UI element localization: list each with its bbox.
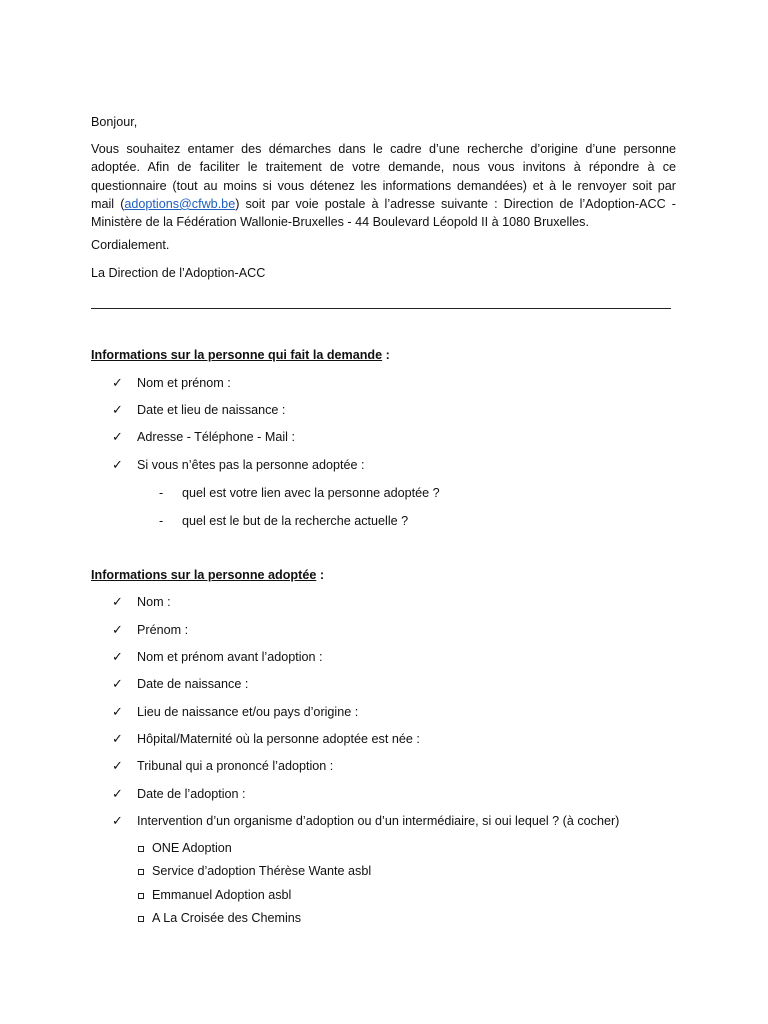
intro-line: Ministère de la Fédération Wallonie-Bruxelles - 44 Boulevard Léopold II à 1080 Bruxelles. bbox=[91, 215, 589, 230]
checkbox-option-croisee-des-chemins[interactable] bbox=[138, 916, 144, 922]
section-title-text: Informations sur la personne adoptée bbox=[91, 568, 317, 582]
checkmark-icon: ✓ bbox=[112, 786, 123, 801]
option-label: ONE Adoption bbox=[152, 841, 232, 855]
field-label: Hôpital/Maternité où la personne adoptée est née : bbox=[137, 732, 420, 746]
checkmark-icon: ✓ bbox=[112, 676, 123, 691]
field-label: Si vous n’êtes pas la personne adoptée : bbox=[137, 458, 365, 472]
section-title-suffix: : bbox=[382, 348, 390, 362]
checkmark-icon: ✓ bbox=[112, 622, 123, 637]
section-title-text: Informations sur la personne qui fait la demande bbox=[91, 348, 383, 362]
sub-question: quel est le but de la recherche actuelle ? bbox=[182, 514, 409, 528]
sub-question: quel est votre lien avec la personne adoptée ? bbox=[182, 486, 440, 500]
checkbox-option-one-adoption[interactable] bbox=[138, 846, 144, 852]
field-label: Date et lieu de naissance : bbox=[137, 403, 286, 417]
checkmark-icon: ✓ bbox=[112, 457, 123, 472]
checkmark-icon: ✓ bbox=[112, 402, 123, 417]
field-label: Date de l’adoption : bbox=[137, 787, 246, 801]
signature: La Direction de l’Adoption-ACC bbox=[91, 266, 266, 280]
dash-bullet: - bbox=[159, 486, 164, 500]
field-label: Adresse - Téléphone - Mail : bbox=[137, 430, 295, 444]
checkmark-icon: ✓ bbox=[112, 704, 123, 719]
dash-bullet: - bbox=[159, 514, 164, 528]
checkmark-icon: ✓ bbox=[112, 429, 123, 444]
checkbox-option-emmanuel-adoption[interactable] bbox=[138, 893, 144, 899]
intro-text: ) soit par voie postale à l’adresse suivante : Direction de l’Adoption-ACC - bbox=[235, 196, 676, 211]
email-link[interactable]: adoptions@cfwb.be bbox=[124, 196, 236, 211]
field-label: Date de naissance : bbox=[137, 677, 249, 691]
field-label: Nom et prénom avant l’adoption : bbox=[137, 650, 323, 664]
option-label: Service d’adoption Thérèse Wante asbl bbox=[152, 864, 372, 878]
section-title-requester bbox=[91, 348, 390, 362]
greeting: Bonjour, bbox=[91, 115, 138, 129]
checkmark-icon: ✓ bbox=[112, 758, 123, 773]
checkmark-icon: ✓ bbox=[112, 731, 123, 746]
intro-line bbox=[91, 195, 676, 213]
intro-line: adoptée. Afin de faciliter le traitement de votre demande, nous vous invitons à répondre à ce bbox=[91, 160, 676, 175]
option-label: Emmanuel Adoption asbl bbox=[152, 888, 292, 902]
field-label: Tribunal qui a prononcé l’adoption : bbox=[137, 759, 334, 773]
section-title-suffix: : bbox=[316, 568, 325, 582]
field-label: Nom : bbox=[137, 595, 171, 609]
intro-paragraph bbox=[91, 140, 676, 231]
closing: Cordialement. bbox=[91, 238, 170, 252]
checkmark-icon: ✓ bbox=[112, 375, 123, 390]
intro-line: Vous souhaitez entamer des démarches dans le cadre d’une recherche d’origine d’une personne bbox=[91, 142, 676, 156]
separator-line bbox=[91, 308, 671, 309]
field-label: Lieu de naissance et/ou pays d’origine : bbox=[137, 705, 359, 719]
section-title-adoptee bbox=[91, 568, 324, 582]
checkmark-icon: ✓ bbox=[112, 594, 123, 609]
field-label: Intervention d’un organisme d’adoption ou d’un intermédiaire, si oui lequel ? (à cocher) bbox=[137, 814, 620, 828]
checkmark-icon: ✓ bbox=[112, 649, 123, 664]
checkmark-icon: ✓ bbox=[112, 813, 123, 828]
intro-line: questionnaire (tout au moins si vous détenez les informations demandées) et à le renvoyer soit par bbox=[91, 178, 676, 193]
intro-text: mail ( bbox=[91, 196, 125, 211]
field-label: Prénom : bbox=[137, 623, 189, 637]
option-label: A La Croisée des Chemins bbox=[152, 911, 302, 925]
checkbox-option-therese-wante[interactable] bbox=[138, 869, 144, 875]
field-label: Nom et prénom : bbox=[137, 376, 231, 390]
